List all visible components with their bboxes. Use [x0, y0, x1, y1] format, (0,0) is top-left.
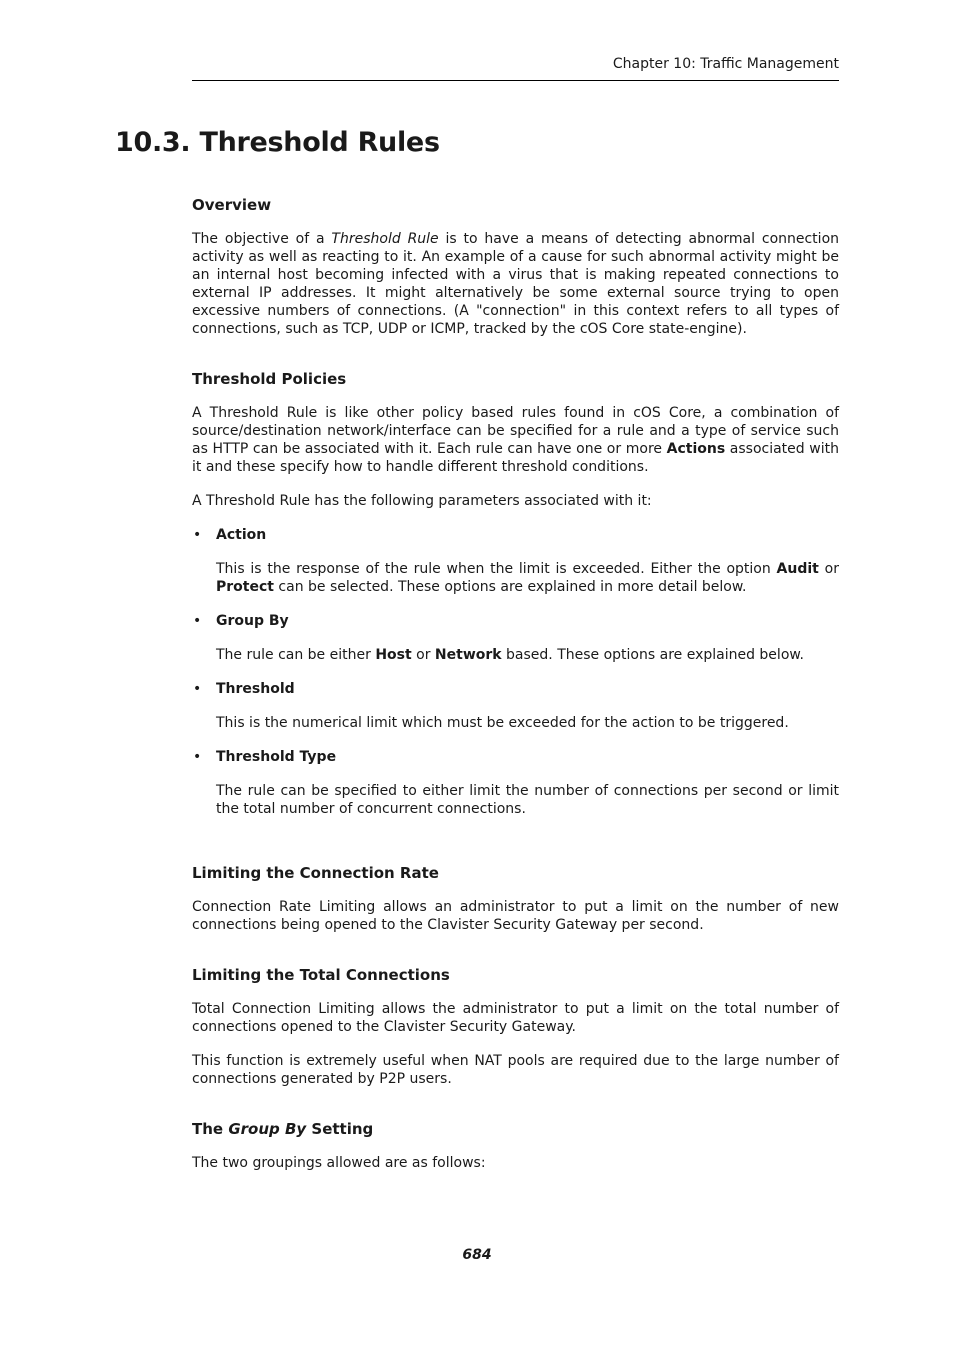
policies-strong: Actions [666, 441, 726, 457]
running-header: Chapter 10: Traffic Management [612, 56, 839, 72]
groupby-heading [192, 1118, 839, 1140]
parameter-term: Threshold Type [216, 749, 337, 765]
overview-heading: Overview [192, 196, 272, 214]
bullet-mark: • [193, 749, 202, 765]
parameters-intro: A Threshold Rule has the following parameters associated with it: [192, 493, 652, 509]
parameter-description [216, 646, 839, 664]
page-number: 684 [462, 1247, 492, 1263]
rate-paragraph: Connection Rate Limiting allows an administrator to put a limit on the number of new connections being opened to the Clavister Security Gateway per second. [192, 899, 839, 933]
list-item [192, 526, 839, 596]
groupby-paragraph: The two groupings allowed are as follows: [192, 1155, 486, 1171]
header-divider [192, 80, 839, 81]
parameter-term: Action [216, 527, 267, 543]
groupby-heading-b: Setting [306, 1120, 374, 1138]
desc-strong: Network [434, 647, 502, 663]
desc-text: This is the response of the rule when the limit is exceeded. Either the option [216, 561, 777, 577]
rate-heading: Limiting the Connection Rate [192, 864, 439, 882]
policies-text-b: associated with it and these specify how to handle different threshold conditions. [192, 441, 839, 475]
desc-text: can be selected. These options are explained in more detail below. [273, 579, 747, 595]
bullet-mark: • [193, 527, 202, 543]
desc-text: based. These options are explained below. [501, 647, 804, 663]
list-item [192, 612, 839, 664]
total-paragraph-1: Total Connection Limiting allows the administrator to put a limit on the total number of connections opened to the Clavister Security Gateway. [192, 1001, 839, 1035]
list-item [192, 748, 839, 818]
total-heading: Limiting the Total Connections [192, 966, 450, 984]
policies-text-a: A Threshold Rule is like other policy based rules found in cOS Core, a combination of source/destination network/interface can be specified for a rule and a type of service such as HTTP can be associated with it. Each rule can have one or more [192, 405, 839, 457]
desc-strong: Audit [776, 561, 819, 577]
desc-text: or [818, 561, 839, 577]
overview-emphasis: Threshold Rule [331, 231, 439, 247]
overview-text-a: The objective of a [192, 231, 332, 247]
overview-text-b: is to have a means of detecting abnormal connection activity as well as reacting to it. An example of a cause for such abnormal activity might be an internal host becoming infected with a virus that is making repeated connections to external IP addresses. It might alternatively be some external source trying to open excessive numbers of connections. (A "connection" in this context refers to all types of connections, such as TCP, UDP or ICMP, tracked by the cOS Core state-engine). [192, 231, 840, 337]
desc-text: or [411, 647, 435, 663]
parameter-description [216, 560, 839, 596]
list-item [192, 680, 839, 732]
total-paragraph-2: This function is extremely useful when NAT pools are required due to the large number of connections generated by P2P users. [192, 1053, 839, 1087]
desc-strong: Host [375, 647, 412, 663]
overview-paragraph [192, 230, 839, 338]
page-body [192, 194, 839, 1172]
bullet-mark: • [193, 681, 202, 697]
section-title: 10.3. Threshold Rules [115, 127, 440, 158]
desc-strong: Protect [216, 579, 274, 595]
bullet-mark: • [193, 613, 202, 629]
parameter-description: The rule can be specified to either limit the number of connections per second or limit the total number of concurrent connections. [216, 783, 839, 817]
policies-heading: Threshold Policies [192, 370, 347, 388]
groupby-heading-a: The [192, 1120, 229, 1138]
groupby-heading-em: Group By [228, 1120, 307, 1138]
policies-paragraph [192, 404, 839, 476]
parameter-description: This is the numerical limit which must be exceeded for the action to be triggered. [216, 715, 789, 731]
parameter-list [192, 526, 839, 818]
parameter-term: Group By [216, 613, 289, 629]
desc-text: The rule can be either [216, 647, 376, 663]
parameter-term: Threshold [216, 681, 295, 697]
